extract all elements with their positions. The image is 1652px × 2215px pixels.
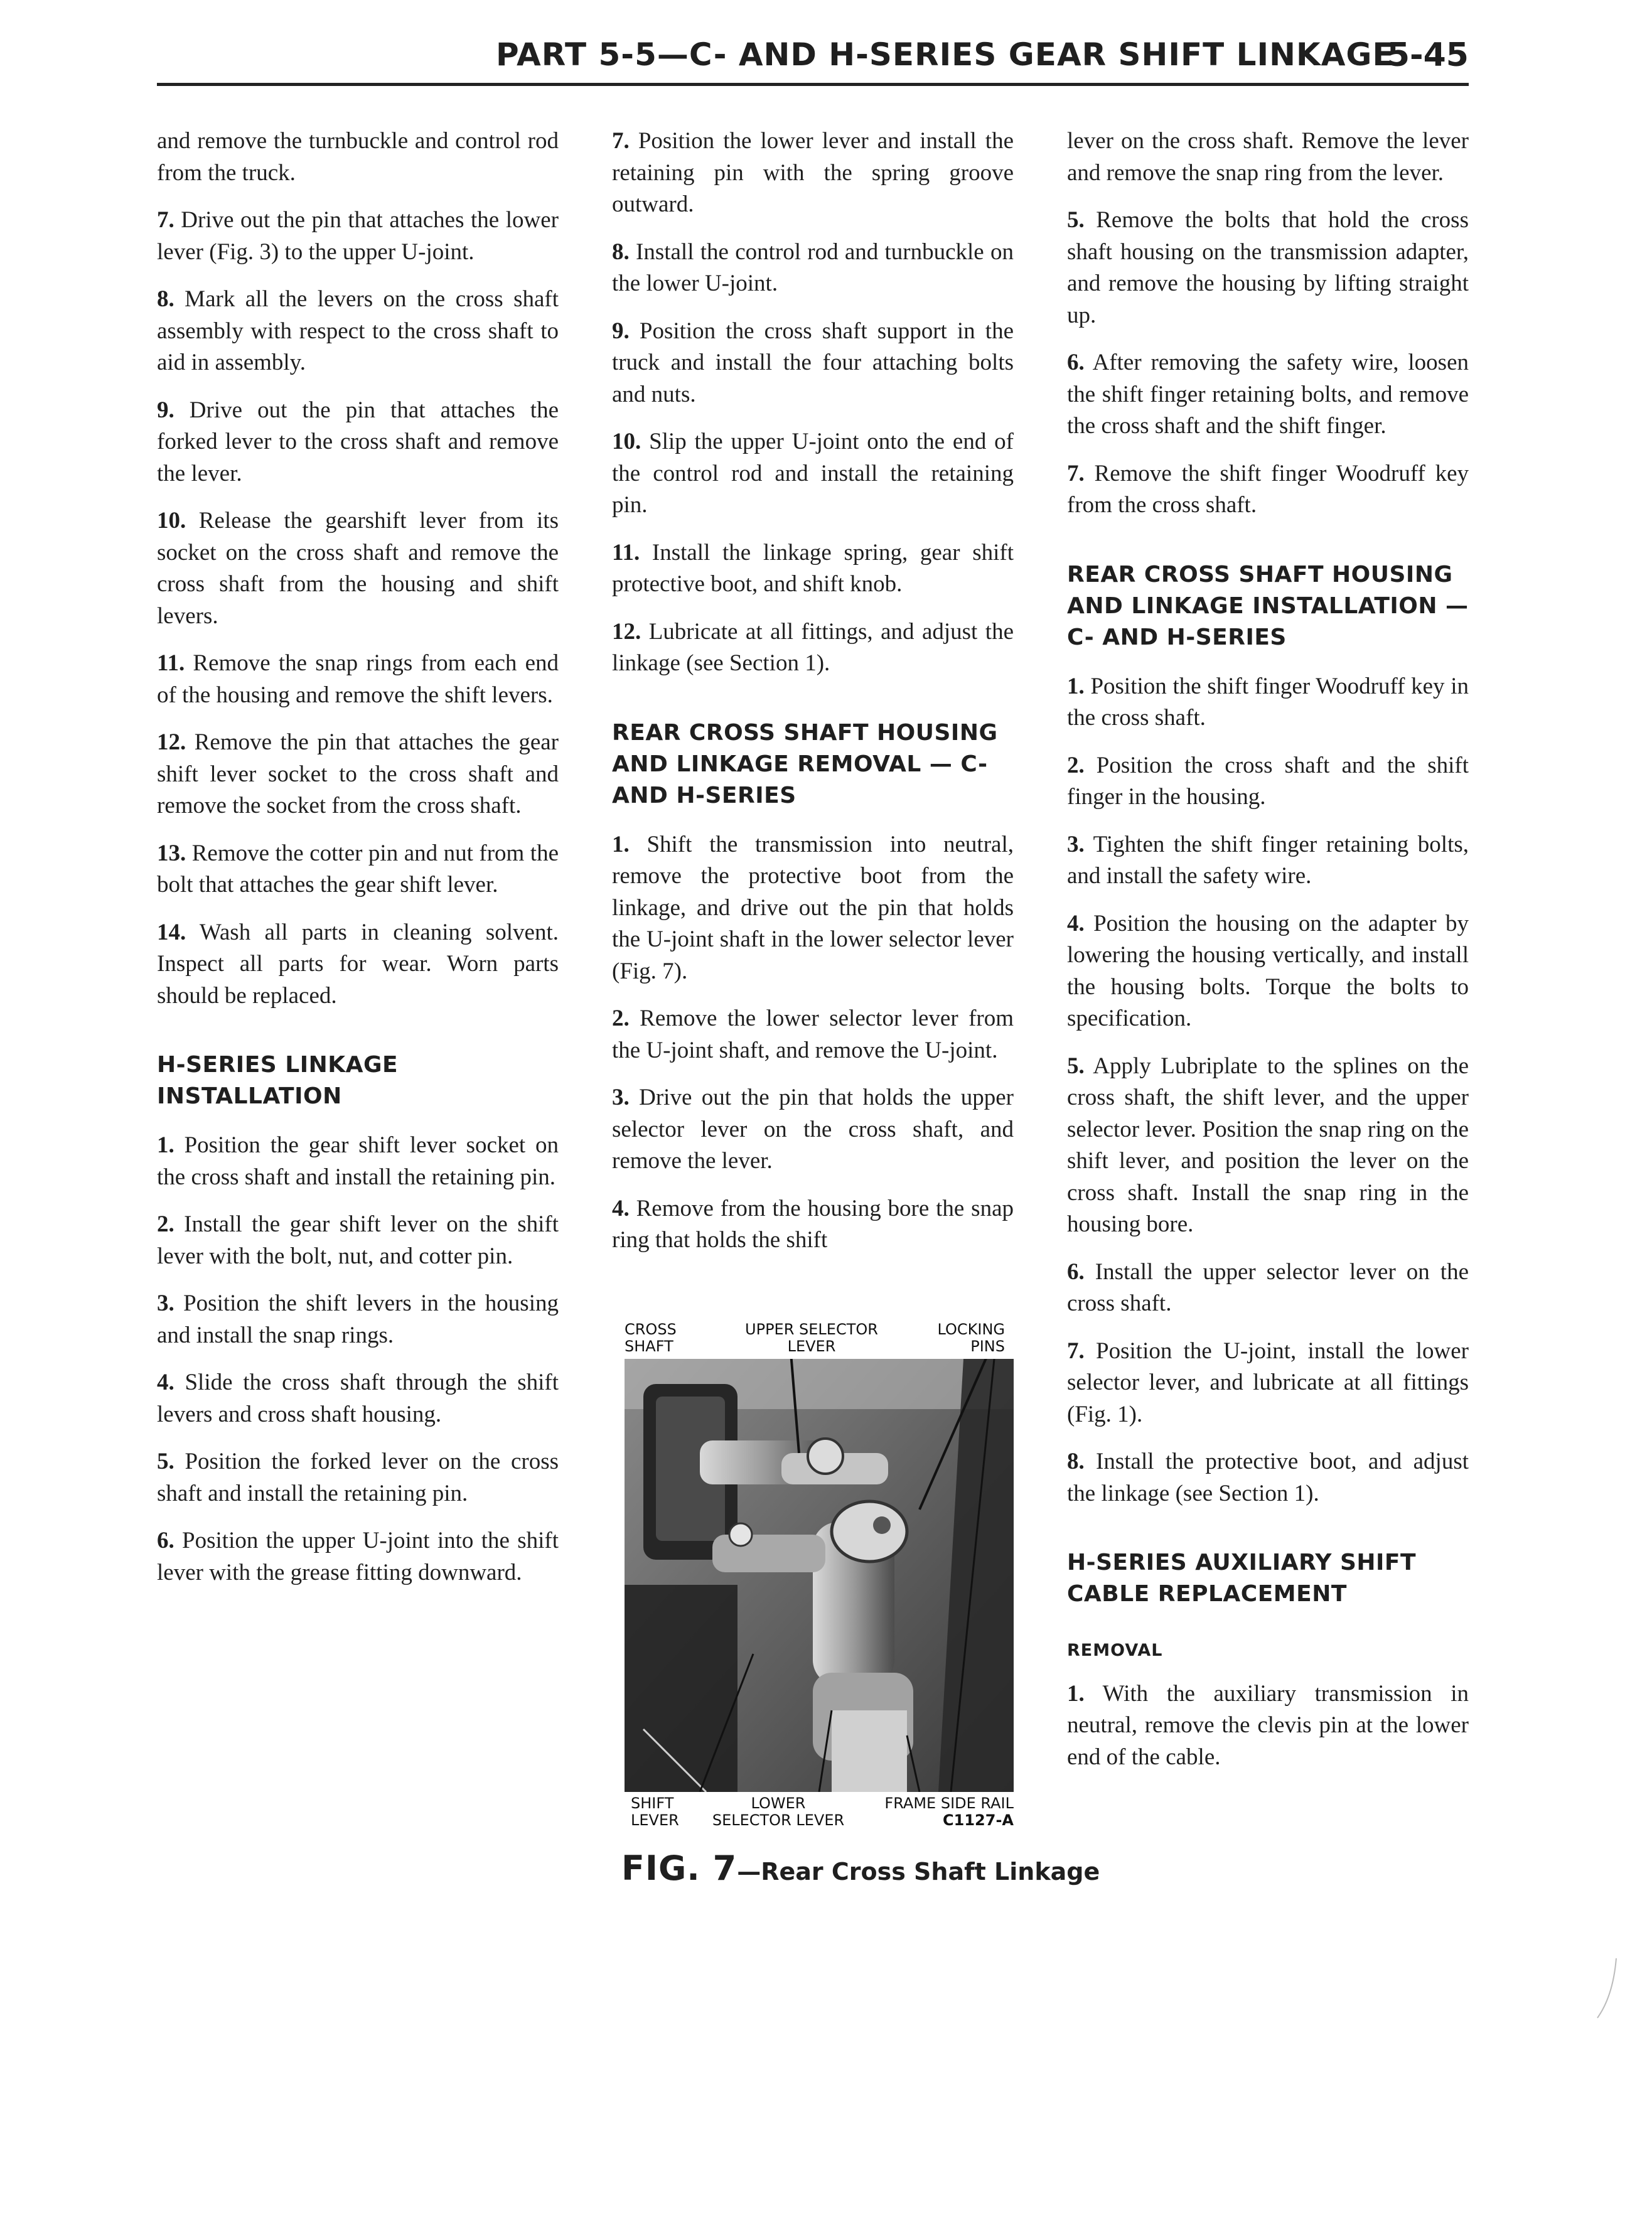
install-step-6: 6. Install the upper selector lever on the cross shaft. bbox=[1067, 1258, 1469, 1316]
step-14: 14. Wash all parts in cleaning solvent. Inspect all parts for wear. Worn parts should be replaced. bbox=[157, 919, 559, 1009]
install-step-5: 5. Position the forked lever on the cross shaft and install the retaining pin. bbox=[157, 1449, 559, 1506]
label-upper-selector-lever: UPPER SELECTOR LEVER bbox=[745, 1321, 878, 1355]
install-step-5: 5. Apply Lubriplate to the splines on the cross shaft, the shift lever, and the upper selector lever. Position the snap ring on the shift lever, and position the lever on the cross shaft. Install the snap ring in the housing bore. bbox=[1067, 1053, 1469, 1237]
install-step-8: 8. Install the protective boot, and adjust the linkage (see Section 1). bbox=[1067, 1449, 1469, 1506]
figure-labels-top bbox=[625, 1321, 1017, 1359]
step-5: 5. Remove the bolts that hold the cross shaft housing on the transmission adapter, and remove the housing by lifting straight up. bbox=[1067, 207, 1469, 328]
label-cross-shaft: CROSS SHAFT bbox=[625, 1321, 677, 1355]
step-9: 9. Drive out the pin that attaches the forked lever to the cross shaft and remove the lever. bbox=[157, 397, 559, 486]
page-header bbox=[157, 36, 1475, 80]
paragraph: and remove the turnbuckle and control rod from the truck. bbox=[157, 128, 559, 186]
label-lower-selector-lever: LOWER SELECTOR LEVER bbox=[712, 1794, 845, 1829]
subheading-removal: REMOVAL bbox=[1067, 1641, 1163, 1660]
label-locking-pins: LOCKING PINS bbox=[937, 1321, 1005, 1355]
step-13: 13. Remove the cotter pin and nut from the bolt that attaches the gear shift lever. bbox=[157, 840, 559, 898]
page-title: PART 5-5—C- AND H-SERIES GEAR SHIFT LINKAGE bbox=[496, 36, 1395, 73]
install-step-2: 2. Install the gear shift lever on the shift lever with the bolt, nut, and cotter pin. bbox=[157, 1211, 559, 1269]
figure-caption: FIG. 7—Rear Cross Shaft Linkage bbox=[621, 1848, 1100, 1888]
section-heading-auxiliary-shift-cable: H-SERIES AUXILIARY SHIFT CABLE REPLACEMENT bbox=[1067, 1550, 1417, 1607]
figure-7 bbox=[621, 1321, 1100, 1924]
step-10: 10. Release the gearshift lever from its socket on the cross shaft and remove the cross shaft from the housing and shift levers. bbox=[157, 508, 559, 629]
linkage-photo bbox=[625, 1359, 1014, 1792]
install-step-6: 6. Position the upper U-joint into the shift lever with the grease fitting downward. bbox=[157, 1528, 559, 1585]
step-11: 11. Remove the snap rings from each end of the housing and remove the shift levers. bbox=[157, 650, 559, 708]
step-12: 12. Lubricate at all fittings, and adjust the linkage (see Section 1). bbox=[612, 618, 1014, 676]
page-edge-mark bbox=[1594, 1958, 1619, 2021]
step-9: 9. Position the cross shaft support in the truck and install the four attaching bolts and nuts. bbox=[612, 318, 1014, 407]
install-step-3: 3. Tighten the shift finger retaining bolts, and install the safety wire. bbox=[1067, 831, 1469, 889]
install-step-7: 7. Position the U-joint, install the lower selector lever, and lubricate at all fittings (Fig. 1). bbox=[1067, 1338, 1469, 1427]
step-7: 7. Drive out the pin that attaches the lower lever (Fig. 3) to the upper U-joint. bbox=[157, 207, 559, 265]
removal-step-2: 2. Remove the lower selector lever from the U-joint shaft, and remove the U-joint. bbox=[612, 1006, 1014, 1063]
label-shift-lever: SHIFT LEVER bbox=[631, 1794, 679, 1829]
install-step-1: 1. Position the shift finger Woodruff key in the cross shaft. bbox=[1067, 673, 1469, 731]
section-heading-rear-cross-shaft-installation: REAR CROSS SHAFT HOUSING AND LINKAGE INSTALLATION —C- AND H-SERIES bbox=[1067, 561, 1469, 650]
header-rule bbox=[157, 83, 1469, 86]
aux-step-1: 1. With the auxiliary transmission in neutral, remove the clevis pin at the lower end of the cable. bbox=[1067, 1680, 1469, 1770]
removal-step-3: 3. Drive out the pin that holds the upper selector lever on the cross shaft, and remove the lever. bbox=[612, 1085, 1014, 1174]
column-1 bbox=[157, 126, 559, 1604]
install-step-4: 4. Position the housing on the adapter by lowering the housing vertically, and install the housing bolts. Torque the bolts to specification. bbox=[1067, 910, 1469, 1031]
install-step-4: 4. Slide the cross shaft through the shift levers and cross shaft housing. bbox=[157, 1370, 559, 1427]
page-number: 5-45 bbox=[1386, 36, 1469, 74]
paragraph: lever on the cross shaft. Remove the lever and remove the snap ring from the lever. bbox=[1067, 128, 1469, 186]
step-7: 7. Remove the shift finger Woodruff key from the cross shaft. bbox=[1067, 460, 1469, 518]
section-heading-rear-cross-shaft-removal: REAR CROSS SHAFT HOUSING AND LINKAGE REMOVAL — C- AND H-SERIES bbox=[612, 719, 998, 808]
step-12: 12. Remove the pin that attaches the gear shift lever socket to the cross shaft and remove the socket from the cross shaft. bbox=[157, 729, 559, 818]
install-step-3: 3. Position the shift levers in the housing and install the snap rings. bbox=[157, 1290, 559, 1348]
removal-step-1: 1. Shift the transmission into neutral, remove the protective boot from the linkage, and drive out the pin that holds the U-joint shaft in the lower selector lever (Fig. 7). bbox=[612, 831, 1014, 984]
section-heading-h-series-installation: H-SERIES LINKAGE INSTALLATION bbox=[157, 1052, 399, 1109]
column-2 bbox=[612, 126, 1014, 1272]
figure-labels-bottom bbox=[625, 1795, 1017, 1833]
step-11: 11. Install the linkage spring, gear shift protective boot, and shift knob. bbox=[612, 539, 1014, 597]
step-8: 8. Install the control rod and turnbuckle on the lower U-joint. bbox=[612, 239, 1014, 296]
label-frame-side-rail: FRAME SIDE RAIL C1127-A bbox=[884, 1794, 1014, 1829]
removal-step-4: 4. Remove from the housing bore the snap ring that holds the shift bbox=[612, 1195, 1014, 1253]
step-10: 10. Slip the upper U-joint onto the end of the control rod and install the retaining pin. bbox=[612, 429, 1014, 518]
step-7: 7. Position the lower lever and install the retaining pin with the spring groove outward. bbox=[612, 128, 1014, 217]
install-step-2: 2. Position the cross shaft and the shift finger in the housing. bbox=[1067, 752, 1469, 810]
install-step-1: 1. Position the gear shift lever socket on the cross shaft and install the retaining pin. bbox=[157, 1132, 559, 1190]
step-6: 6. After removing the safety wire, loosen the shift finger retaining bolts, and remove the cross shaft and the shift finger. bbox=[1067, 350, 1469, 439]
column-3 bbox=[1067, 126, 1469, 1789]
step-8: 8. Mark all the levers on the cross shaft assembly with respect to the cross shaft to aid in assembly. bbox=[157, 286, 559, 375]
